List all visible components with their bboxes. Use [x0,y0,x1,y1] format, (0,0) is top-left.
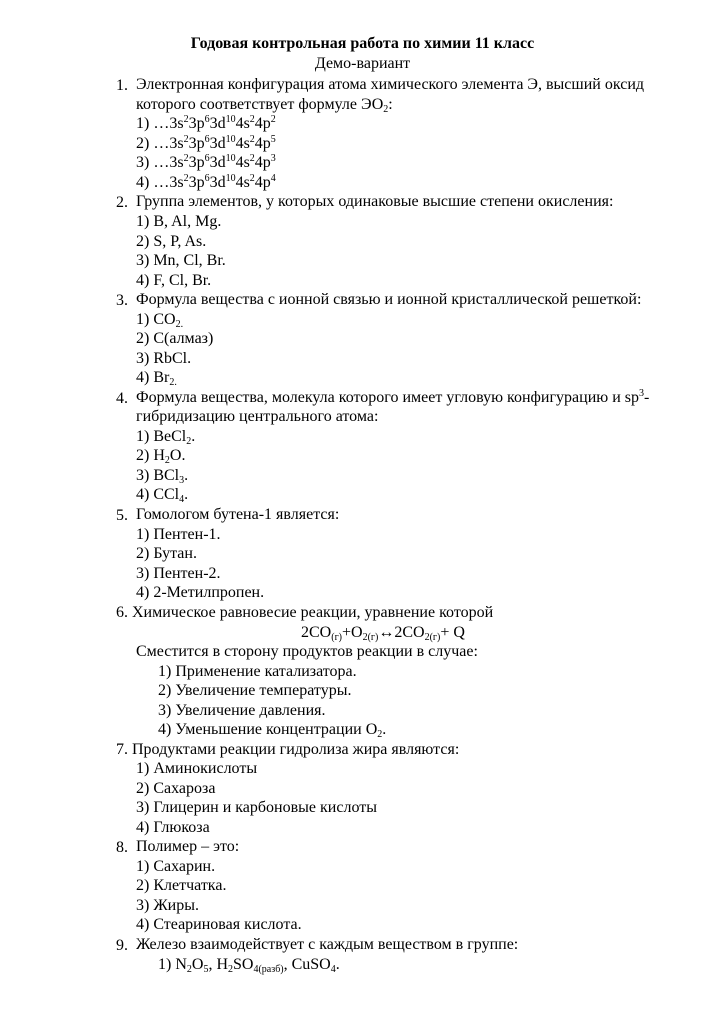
q8-option-1: 1) Сахарин. [136,858,216,875]
q5-text: Гомологом бутена-1 является: [136,506,340,523]
q8-number: 8. [116,839,128,856]
q9-text: Железо взаимодействует с каждым веществом в группе: [136,936,519,953]
q3-option-3: 3) RbCl. [136,350,192,367]
q2-option-1: 1) B, Al, Mg. [136,213,222,230]
document-title: Годовая контрольная работа по химии 11 класс [190,35,535,52]
q6-option-4: 4) Уменьшение концентрации $O_2$. [158,721,387,740]
q5-number: 5. [116,507,128,524]
q4-number: 4. [116,390,128,407]
q3-number: 3. [116,292,128,309]
q2-option-2: 2) S, P, As. [136,233,207,250]
q8-option-4: 4) Стеариновая кислота. [136,916,302,933]
q9-number: 9. [116,937,128,954]
q1-option-2: 2) $\dots 3s^23p^63d^{10}4s^24p^5$ [136,134,276,152]
q7-option-1: 1) Аминокислоты [136,760,258,777]
q1-text-line1: Электронная конфигурация атома химического элемента Э, высший оксид [136,76,645,93]
q6-option-1: 1) Применение катализатора. [158,663,357,680]
q7-option-2: 2) Сахароза [136,780,216,797]
q8-option-2: 2) Клетчатка. [136,877,227,894]
q6-option-2: 2) Увеличение температуры. [158,682,352,699]
q9-option-1: 1) $N_2O_5$, $H_2SO_{4(разб)}$, CuSO$_4$. [158,956,340,975]
q1-option-3: 3) $\dots 3s^23p^63d^{10}4s^24p^3$ [136,153,276,171]
q5-option-4: 4) 2-Метилпропен. [136,584,265,601]
q5-option-3: 3) Пентен-2. [136,565,221,582]
q2-number: 2. [116,194,128,211]
q5-option-1: 1) Пентен-1. [136,526,221,543]
q2-option-4: 4) F, Cl, Br. [136,272,212,289]
q4-option-1: 1) BeCl$_2$. [136,428,196,447]
q4-text-line2: гибридизацию центрального атома: [136,408,379,425]
q4-option-2: 2) $H_2O$. [136,447,186,466]
q8-option-3: 3) Жиры. [136,897,199,914]
q6-text: 6. Химическое равновесие реакции, уравнение которой [116,604,494,621]
document-subtitle: Демо-вариант [314,55,411,72]
q1-option-4: 4) $\dots 3s^23p^63d^{10}4s^24p^4$ [136,173,276,191]
q6-equation: $2CO_{(г)}+O_{2(г)}\leftrightarrow 2CO_{2(г)}+ Q$ [301,624,465,643]
q6-option-3: 3) Увеличение давления. [158,702,326,719]
q3-text: Формула вещества с ионной связью и ионной кристаллической решеткой: [136,291,642,308]
q2-option-3: 3) Mn, Cl, Br. [136,252,226,269]
q7-option-4: 4) Глюкоза [136,819,210,836]
q5-option-2: 2) Бутан. [136,545,197,562]
q1-number: 1. [116,77,128,94]
q7-option-3: 3) Глицерин и карбоновые кислоты [136,799,377,816]
q3-option-2: 2) C(алмаз) [136,330,214,347]
q4-text-line1: Формула вещества, молекула которого имеет угловую конфигурацию и $sp^3-$ [136,388,650,406]
q4-option-3: 3) BCl$_3$. [136,467,189,486]
q1-option-1: 1) $\dots 3s^23p^63d^{10}4s^24p^2$ [136,114,276,132]
q6-text-line3: Сместится в сторону продуктов реакции в случае: [136,643,478,660]
q4-option-4: 4) CCl$_4$. [136,486,189,505]
q8-text: Полимер – это: [136,838,240,855]
q1-text-line2: которого соответствует формуле $ЭО_2$: [136,96,393,115]
q7-text: 7. Продуктами реакции гидролиза жира являются: [116,741,460,758]
q3-option-4: 4) $Br_{2.}$ [136,369,177,388]
q2-text: Группа элементов, у которых одинаковые высшие степени окисления: [136,193,614,210]
q3-option-1: 1) $CO_{2.}$ [136,311,184,330]
